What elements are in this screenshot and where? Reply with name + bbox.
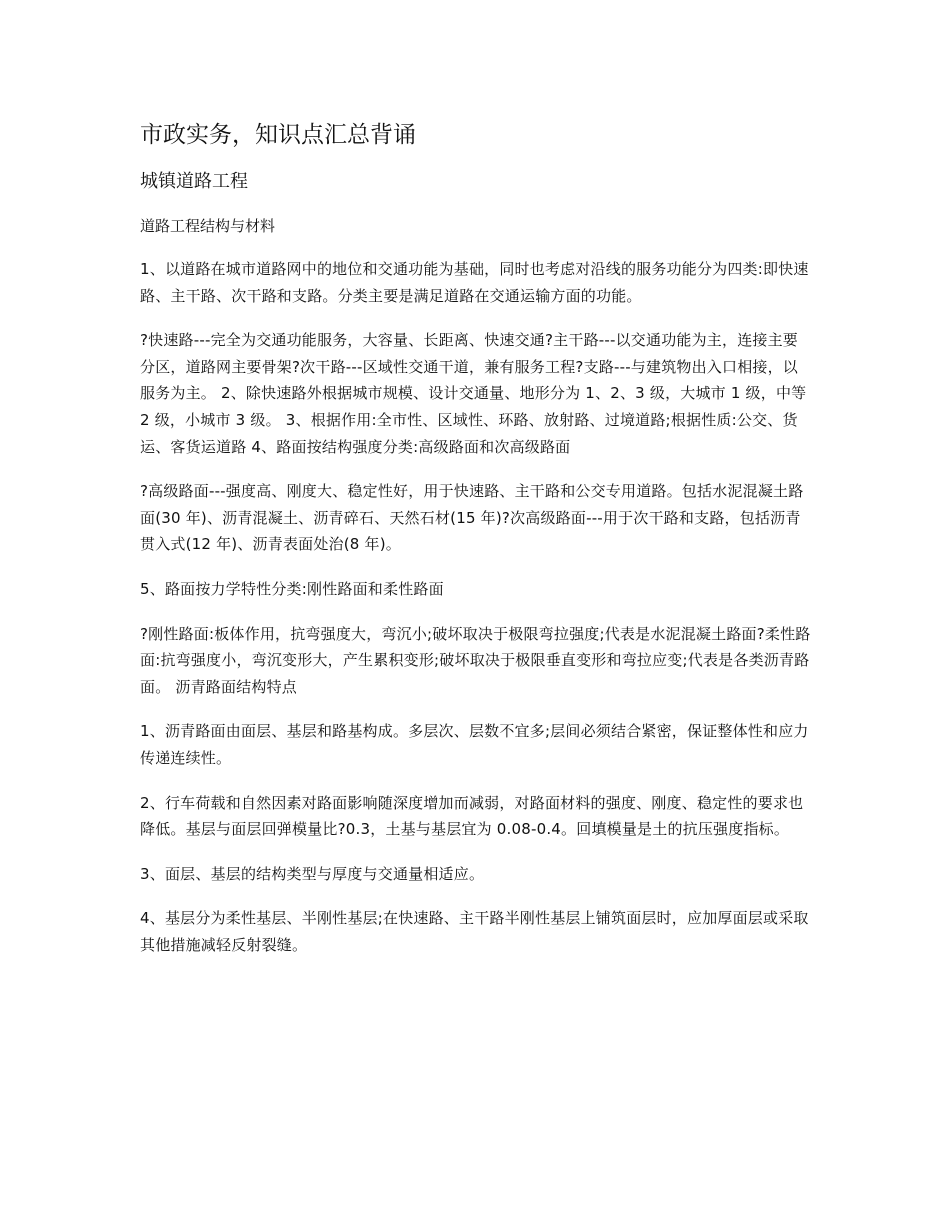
paragraph-load-depth: 2、行车荷载和自然因素对路面影响随深度增加而减弱，对路面材料的强度、刚度、稳定性的要求也降低。基层与面层回弹模量比?0.3，土基与基层宜为 0.08-0.4。回填模量是土的抗压强度指标。 — [140, 793, 804, 839]
paragraph-rigid-flexible: ?刚性路面:板体作用，抗弯强度大，弯沉小;破坏取决于极限弯拉强度;代表是水泥混凝土路面?柔性路面:抗弯强度小，弯沉变形大，产生累积变形;破坏取决于极限垂直变形和弯拉应变;代表是各类沥青路面。 沥青路面结构特点 — [140, 624, 811, 696]
subsection-title: 道路工程结构与材料 — [140, 217, 276, 235]
section-title: 城镇道路工程 — [140, 171, 248, 192]
document-page — [140, 118, 812, 976]
paragraph-mechanical-classification: 5、路面按力学特性分类:刚性路面和柔性路面 — [140, 579, 444, 598]
paragraph-road-functions: ?快速路---完全为交通功能服务，大容量、长距离、快速交通?主干路---以交通功能为主，连接主要分区，道路网主要骨架?次干路---区域性交通干道，兼有服务工程?支路---与建筑物出入口相接，以服务为主。 2、除快速路外根据城市规模、设计交通量、地形分为 1、2、3 级，大城市 1 级，中等 2 级，小城市 3 级。 3、根据作用:全市性、区域性、环路、放射路、过境道路;根据性质:公交、货运、客货运道路 4、路面按结构强度分类:高级路面和次高级路面 — [140, 331, 807, 456]
paragraph-asphalt-structure: 1、沥青路面由面层、基层和路基构成。多层次、层数不宜多;层间必须结合紧密，保证整体性和应力传递连续性。 — [140, 722, 809, 767]
paragraph-high-grade-pavement: ?高级路面---强度高、刚度大、稳定性好，用于快速路、主干路和公交专用道路。包括水泥混凝土路面(30 年)、沥青混凝土、沥青碎石、天然石材(15 年)?次高级路面---用于次干路和支路，包括沥青贯入式(12 年)、沥青表面处治(8 年)。 — [140, 482, 804, 554]
paragraph-layer-thickness: 3、面层、基层的结构类型与厚度与交通量相适应。 — [140, 864, 485, 883]
paragraph-base-types: 4、基层分为柔性基层、半刚性基层;在快速路、主干路半刚性基层上铺筑面层时，应加厚面层或采取其他措施减轻反射裂缝。 — [140, 909, 809, 954]
paragraph-road-classification: 1、以道路在城市道路网中的地位和交通功能为基础，同时也考虑对沿线的服务功能分为四类:即快速路、主干路、次干路和支路。分类主要是满足道路在交通运输方面的功能。 — [140, 260, 809, 305]
document-title: 市政实务，知识点汇总背诵 — [140, 122, 416, 148]
